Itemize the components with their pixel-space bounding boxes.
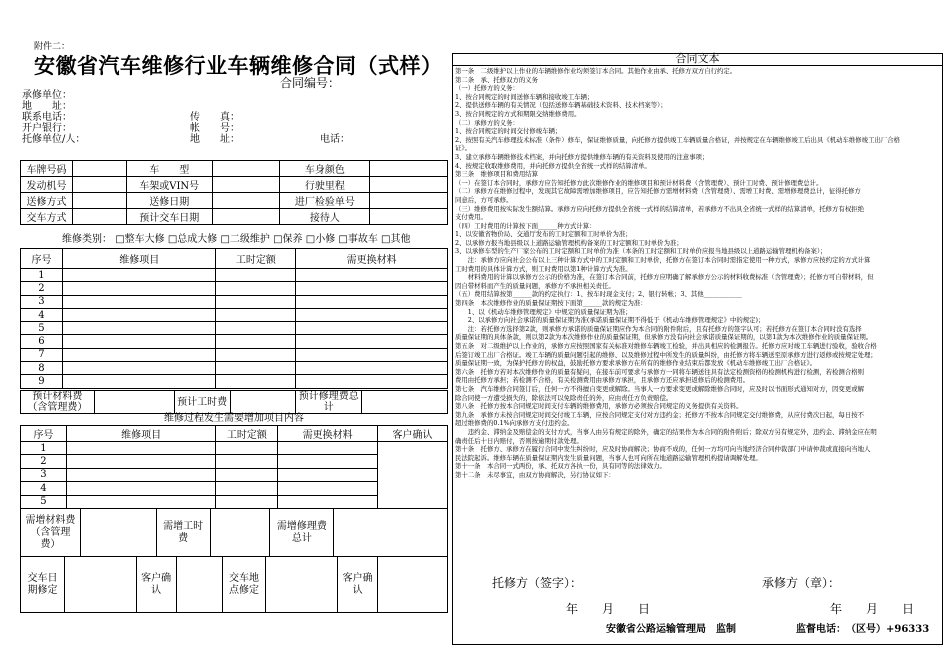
labor-cell[interactable] <box>216 322 296 335</box>
labor-cell[interactable] <box>216 308 296 321</box>
deliver-date-value[interactable] <box>212 209 280 225</box>
add-labor-label: 需增工时费 <box>156 509 210 557</box>
table-row <box>21 269 448 282</box>
clause-line: 第二条 承、托修双方的义务 <box>455 75 539 84</box>
send-date-value[interactable] <box>212 193 280 209</box>
table-row <box>21 348 448 361</box>
bank-label: 开户银行： <box>22 123 72 134</box>
clause-line: 确责任后十日内赔付，否则按逾期付款处理。 <box>455 436 583 445</box>
row-number: 7 <box>21 348 63 361</box>
row-number: 3 <box>21 468 67 481</box>
item-cell[interactable] <box>66 455 216 468</box>
clause-line: 同意后，方可承修。 <box>455 195 513 204</box>
engine-value[interactable] <box>72 177 126 193</box>
row-number: 2 <box>21 282 63 295</box>
item-cell[interactable] <box>62 269 216 282</box>
clause-line: （一）在签订本合同时，承修方应告知托修方此次维修作业的维修项目和预计材料费（含管理费）、预计工时费、预计修理费总计。 <box>455 178 823 187</box>
clause-line: 第十二条 未尽事宜，由双方协商解决，另行协议如下： <box>455 470 615 479</box>
item-cell[interactable] <box>62 375 216 388</box>
material-cell[interactable] <box>296 348 448 361</box>
material-cell[interactable] <box>278 442 378 455</box>
material-cell[interactable] <box>296 269 448 282</box>
item-cell[interactable] <box>62 362 216 375</box>
labor-cell[interactable] <box>216 442 278 455</box>
clause-line: 超过维修费的0.1%向承修方支付违约金。 <box>455 419 574 428</box>
date-change-value[interactable] <box>64 557 136 613</box>
vehicle-table <box>20 160 448 225</box>
clause-line: 违约金、滞纳金及赔偿金的支付方式，当事人由另有规定的除外，确定的结果作为本合同的附件附后；除双方另有规定外，违约金、滞纳金应在明 <box>455 427 877 436</box>
plate-label: 车牌号码 <box>21 161 73 177</box>
material-cell[interactable] <box>296 322 448 335</box>
material-cell[interactable] <box>278 455 378 468</box>
clause-line: 工时费用的具体计算方式，则工时费用以第1种计算方式为准。 <box>455 264 632 273</box>
clause-line: 4、按规定收取维修费用，并向托修方提供全省统一式样的结算清单。 <box>455 161 651 170</box>
t2-header-material: 需更换材料 <box>278 426 378 442</box>
material-cell[interactable] <box>296 282 448 295</box>
labor-cell[interactable] <box>216 455 278 468</box>
added-items-caption: 维修过程发生需要增加项目内容 <box>164 413 304 424</box>
place-change-value[interactable] <box>266 557 338 613</box>
place-confirm-label: 客户确认 <box>338 557 378 613</box>
material-cell[interactable] <box>296 375 448 388</box>
t2-header-confirm: 客户确认 <box>378 426 448 442</box>
item-cell[interactable] <box>66 468 216 481</box>
material-cell[interactable] <box>296 295 448 308</box>
row-number: 2 <box>21 455 67 468</box>
repairer-seal-label: 承修方（章）： <box>762 576 841 590</box>
clause-line: 第六条 托修方若对本次维修作业的质量有疑问，在接车前可要求与承修方一同将车辆送往具有法定检测资格的检测机构进行检测，若检测合格则 <box>455 367 864 376</box>
repairer-sign-date: 年 月 日 <box>830 602 915 616</box>
inspection-value[interactable] <box>370 193 448 209</box>
contract-text-heading: 合同文本 <box>452 53 943 66</box>
repair-items-table <box>20 248 448 389</box>
t2-header-labor: 工时定额 <box>216 426 278 442</box>
row-number: 5 <box>21 322 63 335</box>
owner-signature-label: 托修方（签字）： <box>492 576 583 590</box>
clause-line: （一）托修方的义务： <box>455 84 519 93</box>
est-labor-label: 预计工时费 <box>174 391 230 414</box>
clause-line: 2、提供送修车辆的有关情况（包括送修车辆基础技术资料、技术档案等）； <box>455 101 667 110</box>
send-date-label: 送修日期 <box>126 193 212 209</box>
repair-phone-label: 联系电话： <box>22 112 72 123</box>
clause-line: 注：若托修方选择第2款，则承修方承诺的质量保证期应作为本合同的附件附后，且有托修方的签字认可；若托修方在签订本合同时没有选择 <box>455 324 862 333</box>
t1-header-no: 序号 <box>21 249 63 269</box>
clause-line: 1、按合同规定的时间送修车辆和接收竣工车辆； <box>455 92 594 101</box>
receiver-label: 接待人 <box>280 209 370 225</box>
clause-line: 因自带材料而产生的质量问题，承修方不承担相关责任。 <box>455 281 615 290</box>
item-cell[interactable] <box>62 295 216 308</box>
mileage-value[interactable] <box>370 177 448 193</box>
row-number: 6 <box>21 335 63 348</box>
repair-unit-label: 承修单位： <box>22 90 72 101</box>
deliver-date-label: 预计交车日期 <box>126 209 212 225</box>
clause-line: 第十条 托修方、承修方在履行合同中发生纠纷时，应及时协商解决；协商不成的，任何一方均可向当地经济合同仲裁部门申请仲裁或直接向当地人 <box>455 445 871 454</box>
item-cell[interactable] <box>62 322 216 335</box>
vin-value[interactable] <box>212 177 280 193</box>
place-change-label: 交车地点修定 <box>222 557 266 613</box>
engine-label: 发动机号 <box>21 177 73 193</box>
clause-line: （五）费用结算按第______款的约定执行：1、按车时现金支付；2、银行转帐；3、其他____________ <box>455 290 742 299</box>
labor-cell[interactable] <box>216 269 296 282</box>
clause-line: 第五条 对二级维护以上作业的，承修方应按照国家有关标准对维修车辆竣工检验，并出具相应的检测报告。托修方应对竣工车辆进行验收，验收合格 <box>455 342 877 350</box>
account-label: 帐 号： <box>190 123 240 134</box>
t1-header-material: 需更换材料 <box>296 249 448 269</box>
est-material-label: 预计材料费（含管理费） <box>21 391 95 414</box>
est-labor-value[interactable] <box>230 391 296 414</box>
estimate-totals-table <box>20 390 448 414</box>
supervisor-label: 安徽省公路运输管理局 监制 <box>606 624 736 635</box>
table-row <box>21 295 448 308</box>
material-cell[interactable] <box>296 308 448 321</box>
est-material-value[interactable] <box>94 391 174 414</box>
table-row <box>21 308 448 321</box>
clause-line: 1、以《机动车维修管理规定》中规定的质量保证期为准； <box>455 307 632 316</box>
date-change-label: 交车日期修定 <box>21 557 65 613</box>
category-option-minor[interactable]: □小修 <box>305 234 336 245</box>
add-labor-value[interactable] <box>210 509 270 557</box>
clause-line: （二）承修方的义务： <box>455 118 519 127</box>
clause-line: 第九条 承修方未按合同规定时间交付竣工车辆，应按合同规定支付对方违约金；托修方不按本合同规定交付维修费，从应付费次日起，每日按不 <box>455 410 864 419</box>
clause-line: 1、按合同规定的时间交付修竣车辆； <box>455 127 562 136</box>
clause-line: 民法院起诉。维修车辆在质量保证期内发生质量问题，当事人也可向所在地道路运输管理机构提请调解处理。 <box>455 453 762 462</box>
category-row <box>62 234 410 245</box>
clause-line: 证》。 <box>455 144 471 153</box>
category-option-accident[interactable]: □事故车 <box>338 234 378 245</box>
inspection-label: 进厂检验单号 <box>280 193 370 209</box>
repair-address-label: 地 址： <box>22 101 72 112</box>
t1-header-item: 维修项目 <box>62 249 216 269</box>
table-row <box>21 375 448 388</box>
clause-line: 第八条 托修方按本合同规定时间支付车辆的维修费用，承修方必须按合同规定的义务提供有关资料。 <box>455 402 743 411</box>
deliver-method-value[interactable] <box>72 209 126 225</box>
contract-number-label: 合同编号： <box>280 76 341 90</box>
row-number: 8 <box>21 362 63 375</box>
item-cell[interactable] <box>66 495 216 508</box>
color-value[interactable] <box>370 161 448 177</box>
row-number: 4 <box>21 482 67 495</box>
model-value[interactable] <box>212 161 280 177</box>
clause-line: 第七条 汽车维修合同签订后，任何一方不得擅自变更或解除。当事人一方要求变更或解除维修合同时，应及时以书面形式通知对方，因变更或解 <box>455 384 864 393</box>
table-row <box>21 322 448 335</box>
owner-address-label: 地 址： <box>190 134 240 145</box>
added-totals-table <box>20 508 448 557</box>
fax-label: 传 真： <box>190 112 240 123</box>
owner-sign-date: 年 月 日 <box>566 602 651 616</box>
table-row <box>21 362 448 375</box>
clause-line: 3、以承修车型的生产厂家公布的工时定额和工时单价为准（本条的工时定额和工时单价应报当地县级以上道路运输管理机构备案）； <box>455 247 827 256</box>
est-total-value[interactable] <box>362 391 448 414</box>
labor-cell[interactable] <box>216 362 296 375</box>
item-cell[interactable] <box>62 335 216 348</box>
material-cell[interactable] <box>296 335 448 348</box>
category-option-level2[interactable]: □二级维护 <box>220 234 270 245</box>
receiver-value[interactable] <box>370 209 448 225</box>
labor-cell[interactable] <box>216 375 296 388</box>
category-option-assembly[interactable]: □总成大修 <box>167 234 218 245</box>
clause-line: 2、以承修方向社会承诺的质量保证期为准(承诺质量保证期不得低于《机动车维修管理规定》中的规定)； <box>455 316 765 325</box>
clause-line: 后签订竣工出厂合格证。竣工车辆的质量问题引起的维修、以及维修过程中所发生的质量纠纷，由托修方将车辆送至原承修方进行返修或按规定处理； <box>455 350 877 359</box>
table-row <box>21 442 448 455</box>
row-number: 1 <box>21 442 67 455</box>
clause-line: 1、以安徽省物价局、交通厅发布的工时定额和工时单价为准； <box>455 230 632 239</box>
clause-line: （二）承修方在维修过程中，发现其它故障需增加维修项目，应告知托修方需增材料费（含管理费）、需增工时费、需增修理费总计，征得托修方 <box>455 187 861 196</box>
labor-cell[interactable] <box>216 482 278 495</box>
category-option-maintenance[interactable]: □保养 <box>273 234 303 245</box>
color-label: 车身颜色 <box>280 161 370 177</box>
owner-unit-label: 托修单位/人： <box>22 134 86 145</box>
clause-line: 质量保证期一致，为保护托修方的权益，鼓励托修方要求承修方在所有的维修作业结束后都发放《机动车维修竣工出厂合格证》。 <box>455 359 817 368</box>
place-confirm-value[interactable] <box>378 557 448 613</box>
labor-cell[interactable] <box>216 282 296 295</box>
date-confirm-value[interactable] <box>176 557 222 613</box>
add-material-label: 需增材料费（含管理费） <box>21 509 81 557</box>
clause-line: 第十一条 本合同一式两份，承、托双方各执一份，具有同等的法律效力。 <box>455 462 666 471</box>
labor-cell[interactable] <box>216 468 278 481</box>
clause-line: （三）维修费用按实际发生额结算。承修方应向托修方提供全省统一式样的结算清单，若承修方不出具全省统一式样的结算清单，托修方有权拒绝 <box>455 204 864 213</box>
annex-label: 附件二： <box>34 42 71 52</box>
clause-line: 材料费用的计算以承修方公示的价格为准，在签订本合同前，托修方应明确了解承修方公示的材料收费标准（含管理费）；托修方可自带材料，但 <box>455 273 874 282</box>
table-row <box>21 282 448 295</box>
delivery-change-table <box>20 556 448 613</box>
item-cell[interactable] <box>62 308 216 321</box>
category-option-overhaul[interactable]: □整车大修 <box>115 234 165 245</box>
plate-value[interactable] <box>72 161 126 177</box>
clause-line: 支付费用。 <box>455 213 487 222</box>
vin-label: 车架或VIN号 <box>126 177 212 193</box>
add-material-value[interactable] <box>80 509 156 557</box>
clause-line: 费用由托修方承担；若检测不合格，有关检测费用由承修方承担，且承修方还应承担返修后的检测费用。 <box>455 376 749 385</box>
material-cell[interactable] <box>278 468 378 481</box>
item-cell[interactable] <box>62 282 216 295</box>
material-cell[interactable] <box>278 482 378 495</box>
added-items-table <box>20 425 448 509</box>
row-number: 4 <box>21 308 63 321</box>
labor-cell[interactable] <box>216 335 296 348</box>
row-number: 3 <box>21 295 63 308</box>
add-total-label: 需增修理费总计 <box>270 509 334 557</box>
clause-line: 质量保证期的具体条款，则以第2款为本次维修作业的质量保证期，但承修方没有向社会承诺质量保证期的，以第1款为本次维修作业的质量保证期。 <box>455 333 873 342</box>
clause-line: 第三条 维修项目和费用结算 <box>455 170 539 179</box>
clause-line: 3、建立承修车辆维修技术档案，并向托修方提供维修车辆的有关资料及使用的注意事项； <box>455 152 709 161</box>
clause-line: 第一条 二级维护以上作业的车辆维修作业均须签订本合同。其他作业由承、托修方双方自行约定。 <box>455 67 737 75</box>
add-total-value[interactable] <box>334 509 448 557</box>
model-label: 车 型 <box>126 161 212 177</box>
t1-header-labor: 工时定额 <box>216 249 296 269</box>
item-cell[interactable] <box>66 482 216 495</box>
contract-clauses <box>455 67 941 480</box>
deliver-method-label: 交车方式 <box>21 209 73 225</box>
labor-cell[interactable] <box>216 295 296 308</box>
category-option-other[interactable]: □其他 <box>381 234 411 245</box>
labor-cell[interactable] <box>216 495 278 508</box>
row-number: 5 <box>21 495 67 508</box>
est-total-label: 预计修理费总计 <box>296 391 362 414</box>
page-title: 安徽省汽车维修行业车辆维修合同（式样） <box>34 53 443 78</box>
t2-header-no: 序号 <box>21 426 67 442</box>
item-cell[interactable] <box>62 348 216 361</box>
customer-confirm-cell[interactable] <box>378 442 448 509</box>
t2-header-item: 维修项目 <box>66 426 216 442</box>
clause-line: 第四条 本次维修作业的质量保证期按下面第______款的规定为准： <box>455 299 647 308</box>
clause-line: 3、按合同规定的方式和期限交纳维修费用。 <box>455 109 581 118</box>
mileage-label: 行驶里程 <box>280 177 370 193</box>
clause-line: （四）工时费用的计算按下面______种方式计算： <box>455 221 596 230</box>
owner-phone-label: 电话： <box>320 134 350 145</box>
labor-cell[interactable] <box>216 348 296 361</box>
clause-line: 2、按照有关汽车修理技术标准（条件）修车，保证维修质量，向托修方提供竣工车辆质量合格证，并按规定在车辆维修竣工后出具《机动车维修竣工出厂合格 <box>455 135 901 144</box>
category-label: 维修类别： <box>62 234 112 245</box>
material-cell[interactable] <box>296 362 448 375</box>
date-confirm-label: 客户确认 <box>136 557 176 613</box>
hotline-label: 监督电话： （区号）+96333 <box>796 624 930 635</box>
clause-line: 2、以承修方报当地县级以上道路运输管理机构备案的工时定额和工时单价为准； <box>455 238 683 247</box>
row-number: 1 <box>21 269 63 282</box>
send-method-value[interactable] <box>72 193 126 209</box>
row-number: 9 <box>21 375 63 388</box>
send-method-label: 送修方式 <box>21 193 73 209</box>
clause-line: 除合同使一方遭受损失的，除依法可以免除责任的外，应由责任方负责赔偿。 <box>455 393 673 402</box>
item-cell[interactable] <box>66 442 216 455</box>
material-cell[interactable] <box>278 495 378 508</box>
table-row <box>21 335 448 348</box>
clause-line: 注：承修方应向社会公布以上三种计算方式中的工时定额和工时单价，托修方在签订本合同时需指定使用一种方式，承修方应按约定的方式计算 <box>455 256 871 265</box>
